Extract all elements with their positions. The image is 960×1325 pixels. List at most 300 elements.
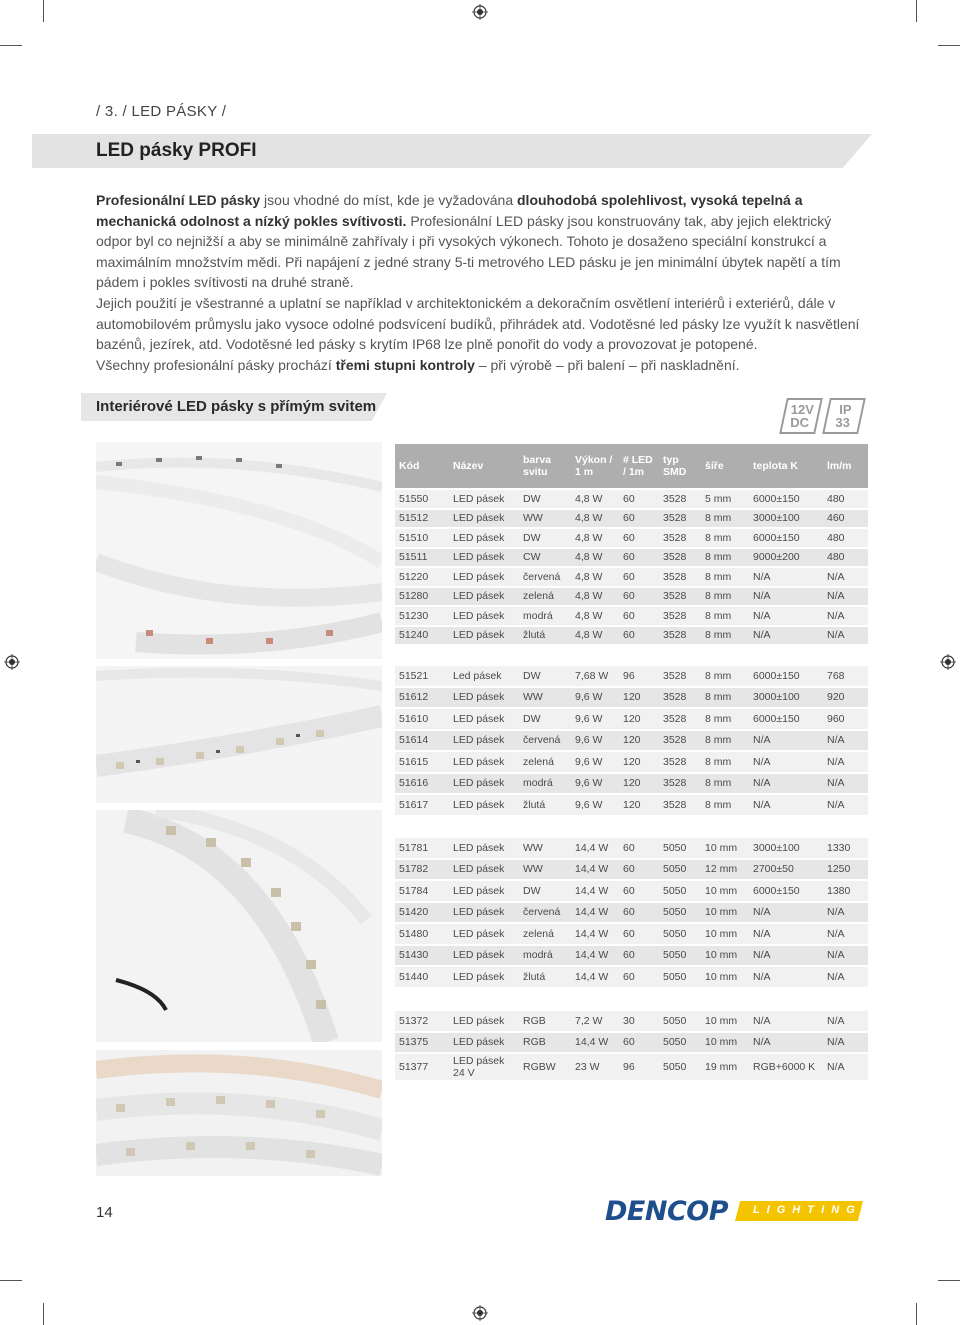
column-header: šíře [701, 444, 749, 489]
table-cell: 5050 [659, 923, 701, 945]
table-cell: N/A [823, 794, 868, 816]
table-cell: 10 mm [701, 880, 749, 902]
table-cell: 60 [619, 509, 659, 529]
table-cell: 4,8 W [571, 587, 619, 607]
table-group [395, 838, 868, 988]
table-cell: 4,8 W [571, 489, 619, 509]
table-row [395, 730, 868, 752]
table-cell: 4,8 W [571, 528, 619, 548]
table-cell: LED pásek [449, 687, 519, 709]
table-cell: 14,4 W [571, 902, 619, 924]
table-cell: DW [519, 880, 571, 902]
table-cell: RGB [519, 1011, 571, 1032]
table-cell: 8 mm [701, 626, 749, 646]
table-cell: 60 [619, 489, 659, 509]
table-cell: 5050 [659, 966, 701, 988]
table-cell: 3000±100 [749, 509, 823, 529]
table-row [395, 666, 868, 687]
table-cell: N/A [823, 966, 868, 988]
table-cell: 6000±150 [749, 528, 823, 548]
breadcrumb: / 3. / LED PÁSKY / [96, 103, 227, 120]
table-cell: 3528 [659, 794, 701, 816]
table-cell: žlutá [519, 966, 571, 988]
table-cell: 3000±100 [749, 687, 823, 709]
table-cell: 51614 [395, 730, 449, 752]
table-cell: 51375 [395, 1032, 449, 1054]
table-cell: 5050 [659, 1032, 701, 1054]
spec-table [395, 444, 868, 646]
table-cell: Led pásek [449, 666, 519, 687]
crop-mark [0, 45, 22, 46]
table-row [395, 880, 868, 902]
intro-paragraph-2: Jejich použití je všestranné a uplatní se například v architektonickém a dekoračním osvětlení interiérů i exteriérů, dále v automobilovém průmyslu jako vysoce odolné podsvícení budíků, přihrádek atd. Vodotěsné led pásky lze využít k nasvětlení bazénů, jezírek, atd. Vodotěsné led pásky s krytím IP68 lze plně ponořit do vody a provozovat je potopené. [96, 294, 860, 353]
table-cell: DW [519, 528, 571, 548]
table-cell: 460 [823, 509, 868, 529]
table-cell: 3528 [659, 626, 701, 646]
table-cell: N/A [749, 1032, 823, 1054]
table-cell: 10 mm [701, 838, 749, 859]
table-row [395, 548, 868, 568]
table-header-row [395, 444, 868, 489]
table-cell: 60 [619, 859, 659, 881]
table-cell: 2700±50 [749, 859, 823, 881]
registration-mark-icon [940, 654, 956, 670]
table-cell: LED pásek [449, 1011, 519, 1032]
table-row [395, 794, 868, 816]
table-cell: 8 mm [701, 794, 749, 816]
badge-text: IP [839, 402, 852, 417]
table-cell: 10 mm [701, 1011, 749, 1032]
table-cell: 96 [619, 666, 659, 687]
table-cell: modrá [519, 606, 571, 626]
table-cell: zelená [519, 923, 571, 945]
intro-bold: dlouhodobá spolehlivost, vysoká tepelná a mechanická odolnost a nízký pokles svítivosti. [96, 192, 803, 229]
table-cell: LED pásek 24 V [449, 1053, 519, 1081]
table-cell: N/A [823, 1011, 868, 1032]
table-cell: 120 [619, 687, 659, 709]
table-cell: 5050 [659, 902, 701, 924]
table-cell: 14,4 W [571, 838, 619, 859]
table-cell: RGB+6000 K [749, 1053, 823, 1081]
table-cell: 960 [823, 708, 868, 730]
table-cell: 10 mm [701, 902, 749, 924]
table-cell: 51521 [395, 666, 449, 687]
table-cell: N/A [823, 1032, 868, 1054]
table-cell: LED pásek [449, 902, 519, 924]
intro-bold: třemi stupni kontroly [335, 356, 475, 373]
table-cell: DW [519, 489, 571, 509]
table-cell: 51612 [395, 687, 449, 709]
table-row [395, 838, 868, 859]
table-cell: 23 W [571, 1053, 619, 1081]
table-cell: LED pásek [449, 548, 519, 568]
intro-text-span: – při výrobě – při balení – při naskladnění. [474, 356, 740, 373]
table-cell: 8 mm [701, 606, 749, 626]
table-cell: N/A [749, 587, 823, 607]
table-row [395, 708, 868, 730]
table-cell: N/A [749, 567, 823, 587]
table-cell: 51230 [395, 606, 449, 626]
table-cell: 3528 [659, 528, 701, 548]
table-cell: 120 [619, 794, 659, 816]
column-header: teplota K [749, 444, 823, 489]
led-strip-photo [96, 1050, 382, 1176]
registration-mark-icon [472, 1305, 488, 1321]
column-header: lm/m [823, 444, 868, 489]
table-row [395, 1032, 868, 1054]
table-cell: N/A [823, 626, 868, 646]
table-cell: N/A [749, 606, 823, 626]
column-header: Kód [395, 444, 449, 489]
table-cell: N/A [823, 1053, 868, 1081]
table-cell: LED pásek [449, 838, 519, 859]
table-cell: 60 [619, 606, 659, 626]
table-cell: N/A [749, 751, 823, 773]
crop-mark [43, 1303, 44, 1325]
table-cell: WW [519, 509, 571, 529]
table-cell: 51617 [395, 794, 449, 816]
column-header: # LED / 1m [619, 444, 659, 489]
table-cell: 9,6 W [571, 773, 619, 795]
table-cell: 7,68 W [571, 666, 619, 687]
table-cell: 60 [619, 528, 659, 548]
table-row [395, 587, 868, 607]
table-row [395, 528, 868, 548]
table-cell: 8 mm [701, 548, 749, 568]
table-cell: 6000±150 [749, 489, 823, 509]
table-cell: modrá [519, 773, 571, 795]
table-cell: 6000±150 [749, 708, 823, 730]
table-cell: 51781 [395, 838, 449, 859]
table-cell: 14,4 W [571, 859, 619, 881]
table-row [395, 966, 868, 988]
intro-text-span: jsou vhodné do míst, kde je vyžadována [260, 192, 517, 208]
led-strip-photo [96, 666, 382, 803]
crop-mark [43, 0, 44, 22]
table-cell: 120 [619, 773, 659, 795]
table-cell: LED pásek [449, 794, 519, 816]
table-cell: 96 [619, 1053, 659, 1081]
table-group [395, 489, 868, 645]
badge-text: 12V [790, 402, 814, 417]
table-cell: 1380 [823, 880, 868, 902]
table-cell: 51615 [395, 751, 449, 773]
table-cell: 60 [619, 838, 659, 859]
table-cell: 9,6 W [571, 794, 619, 816]
table-row [395, 626, 868, 646]
table-cell: 9000±200 [749, 548, 823, 568]
table-cell: 3528 [659, 730, 701, 752]
table-cell: 14,4 W [571, 880, 619, 902]
table-cell: 3528 [659, 548, 701, 568]
table-cell: 9,6 W [571, 730, 619, 752]
crop-mark [916, 0, 917, 22]
table-cell: 3528 [659, 687, 701, 709]
crop-mark [938, 1280, 960, 1281]
table-cell: 60 [619, 587, 659, 607]
table-cell: 480 [823, 548, 868, 568]
table-row [395, 567, 868, 587]
table-cell: červená [519, 730, 571, 752]
table-cell: LED pásek [449, 528, 519, 548]
table-cell: N/A [823, 606, 868, 626]
ip-rating-badge-icon [822, 398, 866, 434]
table-cell: 8 mm [701, 567, 749, 587]
table-cell: LED pásek [449, 945, 519, 967]
table-cell: N/A [823, 751, 868, 773]
table-row [395, 687, 868, 709]
table-cell: 1250 [823, 859, 868, 881]
table-cell: 5050 [659, 880, 701, 902]
table-cell: 920 [823, 687, 868, 709]
table-cell: 51440 [395, 966, 449, 988]
table-cell: N/A [749, 945, 823, 967]
table-cell: 5050 [659, 945, 701, 967]
table-cell: 51511 [395, 548, 449, 568]
table-cell: 14,4 W [571, 966, 619, 988]
table-cell: 4,8 W [571, 548, 619, 568]
table-cell: 51430 [395, 945, 449, 967]
table-cell: 51510 [395, 528, 449, 548]
table-cell: 51610 [395, 708, 449, 730]
table-cell: 60 [619, 626, 659, 646]
table-cell: 120 [619, 708, 659, 730]
table-cell: N/A [749, 794, 823, 816]
table-cell: LED pásek [449, 587, 519, 607]
table-cell: 14,4 W [571, 923, 619, 945]
table-cell: N/A [823, 567, 868, 587]
table-cell: LED pásek [449, 751, 519, 773]
table-cell: žlutá [519, 794, 571, 816]
crop-mark [916, 1303, 917, 1325]
table-cell: 60 [619, 923, 659, 945]
registration-mark-icon [472, 4, 488, 20]
table-cell: 5050 [659, 859, 701, 881]
table-cell: WW [519, 687, 571, 709]
table-cell: 8 mm [701, 587, 749, 607]
table-row [395, 923, 868, 945]
table-cell: 8 mm [701, 708, 749, 730]
table-cell: 120 [619, 730, 659, 752]
table-row [395, 902, 868, 924]
logo-wordmark: DENCOP [605, 1196, 729, 1227]
table-cell: LED pásek [449, 730, 519, 752]
table-cell: 10 mm [701, 1032, 749, 1054]
table-cell: 4,8 W [571, 626, 619, 646]
table-cell: 7,2 W [571, 1011, 619, 1032]
table-cell: 4,8 W [571, 509, 619, 529]
table-cell: 3000±100 [749, 838, 823, 859]
table-cell: N/A [823, 730, 868, 752]
section-title: Interiérové LED pásky s přímým svitem [96, 398, 377, 415]
table-cell: 1330 [823, 838, 868, 859]
table-cell: N/A [749, 1011, 823, 1032]
column-header: Název [449, 444, 519, 489]
table-cell: 30 [619, 1011, 659, 1032]
column-header: Výkon / 1 m [571, 444, 619, 489]
table-cell: RGBW [519, 1053, 571, 1081]
table-cell: WW [519, 838, 571, 859]
table-cell: LED pásek [449, 923, 519, 945]
table-cell: LED pásek [449, 880, 519, 902]
table-cell: DW [519, 666, 571, 687]
intro-text-span: Profesionální LED pásky jsou konstruovány tak, aby jejich elektrický odpor byl co nejnižší a aby se minimálně zahřívaly i při vysokých výkonech. Tohoto je dosaženo speciální konstrukcí a maximálním množstvím mědi. Při napájení z jedné strany 5-ti metrového LED pásku je jen minimální úbytek napětí a tím pádem i pokles svítivosti na druhé straně. [96, 212, 841, 291]
table-cell: WW [519, 859, 571, 881]
table-row [395, 509, 868, 529]
table-row [395, 859, 868, 881]
table-cell: 8 mm [701, 687, 749, 709]
table-cell: 8 mm [701, 751, 749, 773]
table-cell: 12 mm [701, 859, 749, 881]
table-cell: N/A [749, 730, 823, 752]
table-cell: LED pásek [449, 1032, 519, 1054]
table-cell: 8 mm [701, 730, 749, 752]
table-cell: 60 [619, 548, 659, 568]
table-cell: DW [519, 708, 571, 730]
table-cell: N/A [823, 587, 868, 607]
table-cell: 3528 [659, 666, 701, 687]
table-cell: N/A [823, 902, 868, 924]
table-cell: 5050 [659, 838, 701, 859]
table-cell: 5050 [659, 1011, 701, 1032]
table-row [395, 751, 868, 773]
table-cell: 3528 [659, 708, 701, 730]
table-cell: RGB [519, 1032, 571, 1054]
column-header: barva svitu [519, 444, 571, 489]
table-row [395, 1053, 868, 1081]
table-cell: 10 mm [701, 945, 749, 967]
led-strip-photo [96, 810, 382, 1042]
table-cell: 4,8 W [571, 606, 619, 626]
table-group [395, 666, 868, 816]
intro-text-span: Všechny profesionální pásky prochází [96, 356, 336, 373]
table-cell: N/A [823, 945, 868, 967]
table-cell: 6000±150 [749, 880, 823, 902]
table-cell: zelená [519, 587, 571, 607]
table-cell: 4,8 W [571, 567, 619, 587]
table-cell: 8 mm [701, 509, 749, 529]
table-cell: LED pásek [449, 708, 519, 730]
table-cell: 3528 [659, 587, 701, 607]
table-cell: 51782 [395, 859, 449, 881]
table-cell: 60 [619, 945, 659, 967]
table-cell: 3528 [659, 567, 701, 587]
table-cell: 51784 [395, 880, 449, 902]
spec-table [395, 838, 868, 989]
table-cell: 8 mm [701, 666, 749, 687]
table-cell: 8 mm [701, 528, 749, 548]
page-number: 14 [96, 1204, 113, 1221]
table-cell: LED pásek [449, 859, 519, 881]
table-row [395, 489, 868, 509]
table-cell: N/A [749, 626, 823, 646]
table-cell: N/A [749, 966, 823, 988]
table-cell: 60 [619, 567, 659, 587]
table-cell: 6000±150 [749, 666, 823, 687]
table-cell: 51616 [395, 773, 449, 795]
table-cell: 60 [619, 966, 659, 988]
table-cell: N/A [823, 773, 868, 795]
table-cell: 51220 [395, 567, 449, 587]
table-cell: 10 mm [701, 966, 749, 988]
table-cell: 3528 [659, 509, 701, 529]
table-cell: LED pásek [449, 509, 519, 529]
table-cell: N/A [823, 923, 868, 945]
table-cell: 14,4 W [571, 1032, 619, 1054]
table-cell: 5 mm [701, 489, 749, 509]
table-cell: LED pásek [449, 773, 519, 795]
table-cell: 51240 [395, 626, 449, 646]
voltage-badge-icon [779, 398, 823, 434]
table-cell: 60 [619, 880, 659, 902]
table-cell: 14,4 W [571, 945, 619, 967]
table-cell: LED pásek [449, 626, 519, 646]
table-cell: 9,6 W [571, 751, 619, 773]
table-cell: N/A [749, 923, 823, 945]
table-row [395, 606, 868, 626]
table-cell: červená [519, 567, 571, 587]
table-cell: 51377 [395, 1053, 449, 1081]
table-cell: 51420 [395, 902, 449, 924]
crop-mark [0, 1280, 22, 1281]
table-cell: 480 [823, 489, 868, 509]
table-row [395, 1011, 868, 1032]
table-cell: 3528 [659, 751, 701, 773]
table-cell: 5050 [659, 1053, 701, 1081]
table-row [395, 945, 868, 967]
table-cell: 480 [823, 528, 868, 548]
table-cell: N/A [749, 773, 823, 795]
table-cell: 51480 [395, 923, 449, 945]
table-cell: modrá [519, 945, 571, 967]
table-cell: 51550 [395, 489, 449, 509]
table-cell: červená [519, 902, 571, 924]
table-cell: 51280 [395, 587, 449, 607]
led-strip-photo [96, 442, 382, 659]
table-cell: zelená [519, 751, 571, 773]
page-title: LED pásky PROFI [96, 140, 257, 161]
table-cell: 3528 [659, 489, 701, 509]
table-cell: 3528 [659, 773, 701, 795]
table-row [395, 773, 868, 795]
registration-mark-icon [4, 654, 20, 670]
intro-text [96, 190, 866, 375]
logo-subtitle: L I G H T I N G [753, 1204, 857, 1216]
crop-mark [938, 45, 960, 46]
table-cell: 768 [823, 666, 868, 687]
table-cell: 51372 [395, 1011, 449, 1032]
badge-text: DC [790, 415, 810, 430]
table-group [395, 1011, 868, 1081]
table-cell: 8 mm [701, 773, 749, 795]
table-cell: 9,6 W [571, 708, 619, 730]
table-cell: N/A [749, 902, 823, 924]
badge-text: 33 [835, 415, 850, 430]
table-cell: 10 mm [701, 923, 749, 945]
table-cell: 51512 [395, 509, 449, 529]
intro-bold: Profesionální LED pásky [96, 192, 261, 208]
table-cell: 60 [619, 902, 659, 924]
table-cell: LED pásek [449, 489, 519, 509]
table-cell: LED pásek [449, 606, 519, 626]
table-cell: CW [519, 548, 571, 568]
table-cell: žlutá [519, 626, 571, 646]
column-header: typ SMD [659, 444, 701, 489]
table-cell: 120 [619, 751, 659, 773]
table-cell: LED pásek [449, 567, 519, 587]
table-cell: 60 [619, 1032, 659, 1054]
table-cell: LED pásek [449, 966, 519, 988]
